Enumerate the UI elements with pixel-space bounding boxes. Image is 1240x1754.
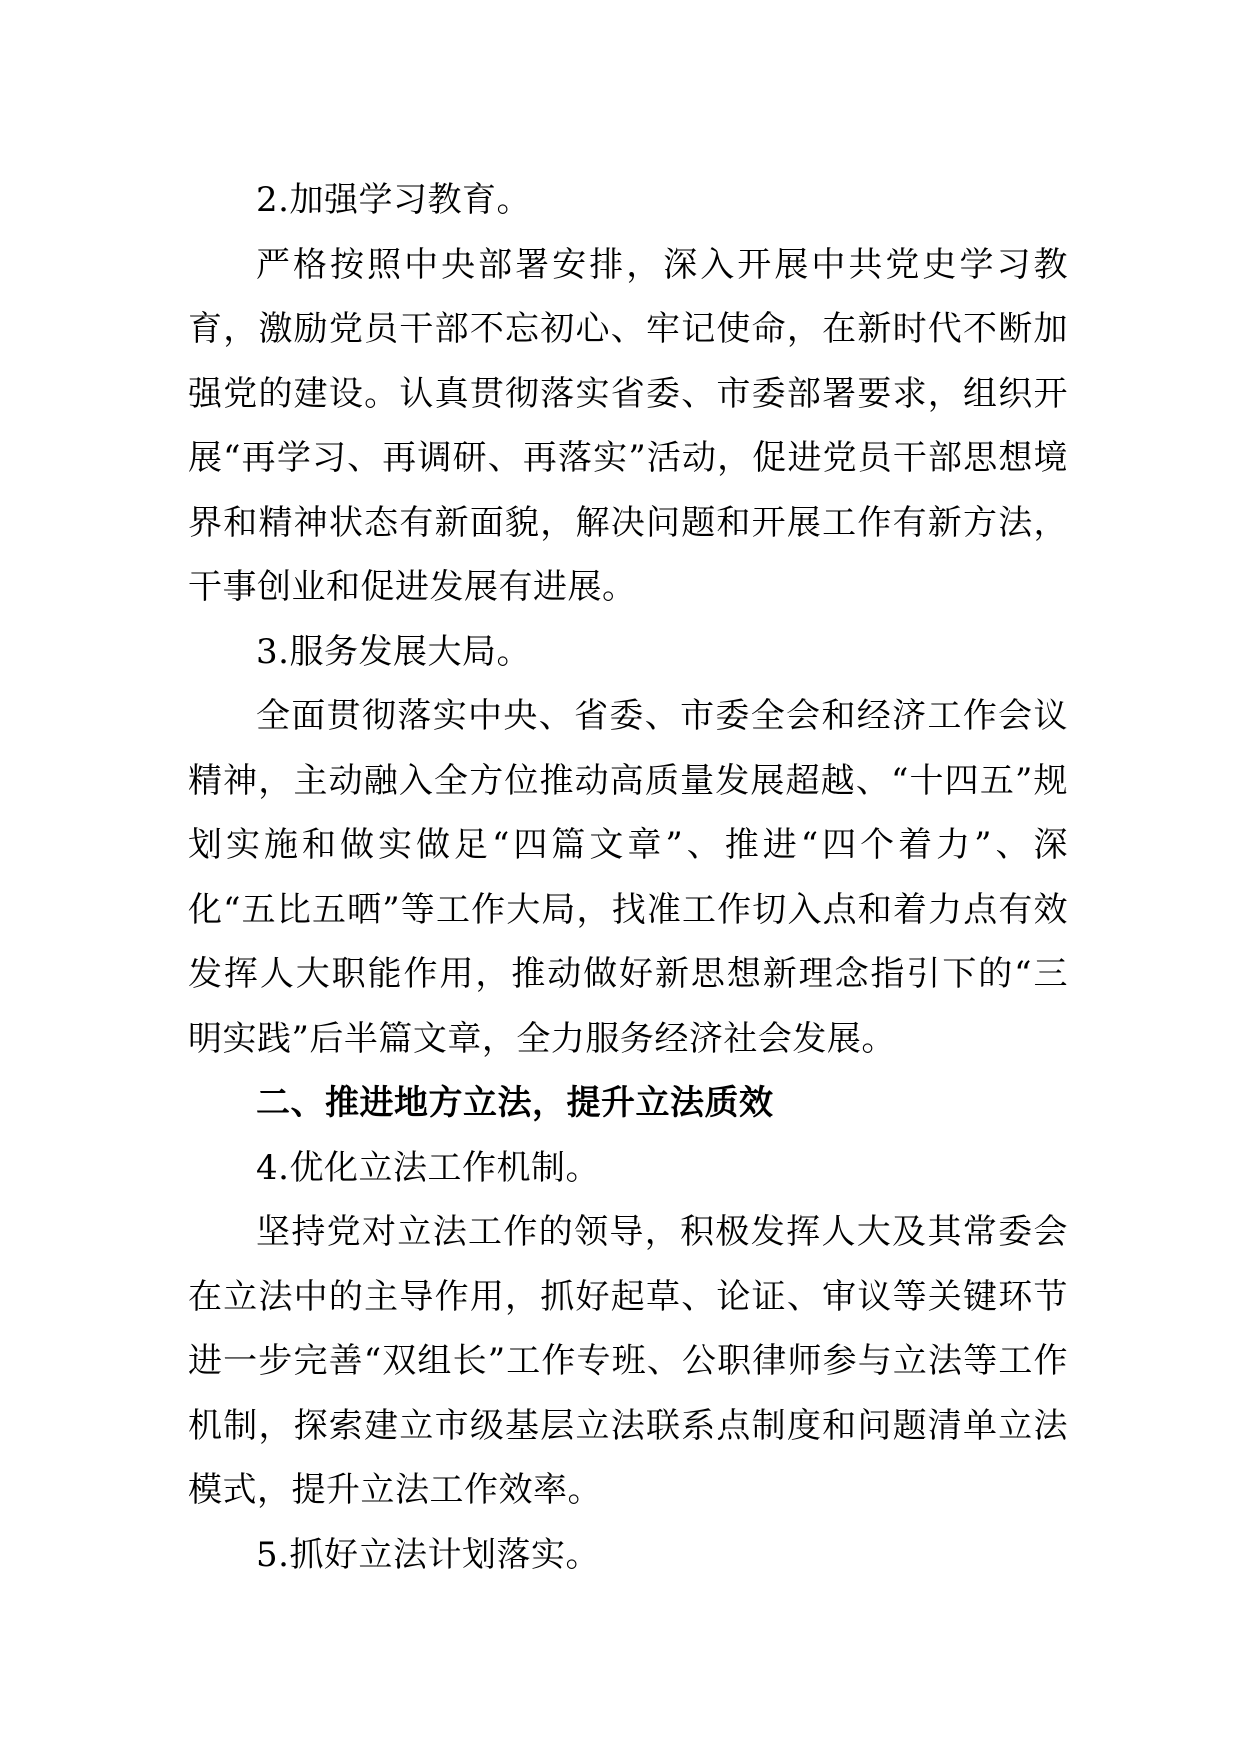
section-item-5-title: 5.抓好立法计划落实。 — [256, 1534, 600, 1575]
section-item-4-title: 4.优化立法工作机制。 — [256, 1147, 600, 1188]
section-item-3-title: 3.服务发展大局。 — [256, 631, 531, 672]
document-page — [188, 168, 1068, 1587]
section-heading-legislation: 二、推进地方立法，提升立法质效 — [256, 1083, 774, 1123]
body-paragraph-serve-development: 全面贯彻落实中央、省委、市委全会和经济工作会议精神，主动融入全方位推动高质量发展超越、“十四五”规划实施和做实做足“四篇文章”、推进“四个着力”、深化“五比五晒”等工作大局，找准工作切入点和着力点有效发挥人大职能作用，推动做好新思想新理念指引下的“三明实践”后半篇文章，全力服务经济社会发展。 — [188, 696, 1068, 1059]
body-paragraph-study-education: 严格按照中央部署安排，深入开展中共党史学习教育，激励党员干部不忘初心、牢记使命，在新时代不断加强党的建设。认真贯彻落实省委、市委部署要求，组织开展“再学习、再调研、再落实”活动，促进党员干部思想境界和精神状态有新面貌，解决问题和开展工作有新方法，干事创业和促进发展有进展。 — [188, 244, 1068, 607]
body-paragraph-legislation-mechanism: 坚持党对立法工作的领导，积极发挥人大及其常委会在立法中的主导作用，抓好起草、论证、审议等关键环节进一步完善“双组长”工作专班、公职律师参与立法等工作机制，探索建立市级基层立法联系点制度和问题清单立法模式，提升立法工作效率。 — [188, 1212, 1068, 1510]
section-item-2-title: 2.加强学习教育。 — [256, 180, 531, 220]
